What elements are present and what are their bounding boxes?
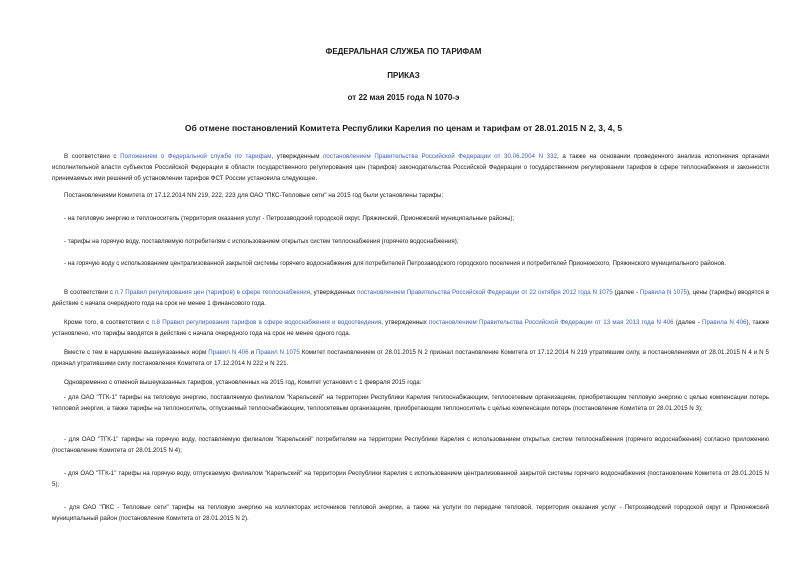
paragraph-tgk1-heat: - для ОАО "ТГК-1" тарифы на тепловую энергию, поставляемую филиалом "Карельский" на территории Республики Карелия теплоснабжающим, теплосетевым организациям, приобретающим тепловую энергию с целью компенсации потерь тепловой энергии, а также тарифы на теплоноситель, отпускаемый теплоснабжающим, теплосетевым организациям, приобретающим теплоноситель с целью компенсации потерь (постановление Комитета от 28.01.2015 N 3);	[52, 394, 769, 412]
text: , а также на основании проведенного анализа исполнения органами исполнительной власти субъектов Российской Федерации в области государственного регулирования цен (тарифов) законодательства Российской Федерации о государственном регулировании тарифов в сфере теплоснабжения и законности принимаемых ими решений об установлении тарифов ФСТ России установила следующее.	[52, 153, 769, 182]
paragraph-rule-1075	[52, 287, 769, 309]
paragraph-pks-heat: - для ОАО "ПКС - Тепловые сети" тарифы на тепловую энергию на коллекторах источников тепловой энергии, а также на услуги по передаче тепловой, территория оказания услуг - Петрозаводский городской округ и Прионежский муниципальный район (постановление Комитета от 28.01.2015 N 2).	[52, 504, 769, 522]
text: ), также установлено, что тарифы вводятся в действие с начала очередного года на срок не менее одного года.	[52, 319, 770, 337]
link-rules-406-b[interactable]: Правил N 406	[208, 349, 249, 356]
text: , утвержденным	[271, 153, 324, 160]
paragraph-hot-water-closed: - на горячую воду с использованием централизованной закрытой системы горячего водоснабжения для потребителей Петрозаводского городского поселения и потребителей Прионежского, Пряжинского муниципального районов.	[64, 260, 726, 267]
paragraph-intro	[52, 151, 769, 184]
text: В соответствии с	[64, 153, 121, 160]
text: ), цены (тарифы) вводятся в действие с начала очередного года на срок не менее 1 финансового года.	[52, 289, 769, 307]
text: (далее -	[612, 289, 640, 296]
link-decree-406[interactable]: постановлением Правительства Российской Федерации от 13 мая 2013 года N 406	[429, 319, 674, 326]
doc-date-number: от 22 мая 2015 года N 1070-э	[347, 93, 460, 102]
paragraph-tariffs-set: Постановлениями Комитета от 17.12.2014 NN 219, 222, 223 для ОАО "ПКС-Тепловые сети" на 2015 год были установлены тарифы:	[64, 192, 444, 199]
text: , утвержденных	[310, 289, 358, 296]
text: Кроме того, в соответствии с	[64, 319, 152, 326]
link-fst-regulation[interactable]: Положением о Федеральной службе по тарифам	[120, 153, 272, 160]
link-rules-1075-b[interactable]: Правил N 1075	[255, 349, 300, 356]
text: и	[248, 349, 256, 356]
doc-subject: Об отмене постановлений Комитета Республики Карелия по ценам и тарифам от 28.01.2015 N 2, 3, 4, 5	[184, 123, 623, 133]
paragraph-new-tariffs: Одновременно с отменой вышеуказанных тарифов, установленных на 2015 год, Комитет установил с 1 февраля 2015 года:	[64, 379, 422, 386]
link-rules-p7[interactable]: п.7 Правил регулирования цен (тарифов) в сфере теплоснабжения	[114, 289, 311, 296]
paragraph-tgk1-open: - для ОАО "ТГК-1" тарифы на горячую воду, поставляемую филиалом "Карельский" потребителям на территории Республики Карелия с использованием открытых систем теплоснабжения (горячего водоснабжения) согласно приложению (постановление Комитета от 28.01.2015 N 4);	[52, 436, 769, 454]
doc-type-heading: ПРИКАЗ	[387, 71, 420, 80]
link-decree-1075[interactable]: постановлением Правительства Российской Федерации от 22 октября 2012 года N 1075	[357, 289, 613, 296]
paragraph-hot-water-open: - тарифы на горячую воду, поставляемую потребителям с использованием открытых систем теплоснабжения (горячего водоснабжения);	[64, 238, 459, 245]
text: В соответствии с	[64, 289, 115, 296]
paragraph-heat-tariff: - на тепловую энергию и теплоноситель (территория оказания услуг - Петрозаводский городской округ, Пряжинский, Прионежский муниципальные районы);	[64, 215, 515, 222]
text: (далее -	[673, 319, 703, 326]
paragraph-violation	[52, 347, 769, 369]
paragraph-rule-406	[52, 317, 769, 339]
org-heading: ФЕДЕРАЛЬНАЯ СЛУЖБА ПО ТАРИФАМ	[325, 47, 482, 56]
link-rules-406[interactable]: Правила N 406	[702, 319, 747, 326]
paragraph-tgk1-closed: - для ОАО "ТГК-1" тарифы на горячую воду, отпускаемую филиалом "Карельский" на территории Республики Карелия с использованием централизованной закрытой системы горячего водоснабжения (постановление Комитета от 28.01.2015 N 5);	[52, 470, 769, 488]
text: Комитет постановлением от 28.01.2015 N 2 признал постановление Комитета от 17.12.2014 N 219 утратившим силу, а постановлениями от 28.01.2015 N 4 и N 5 признал утратившими силу постановления Комитета от 17.12.2014 N 222 и N 221.	[52, 349, 769, 367]
link-decree-332[interactable]: постановлением Правительства Российской Федерации от 30.06.2004 N 332	[323, 153, 558, 160]
link-rules-1075[interactable]: Правила N 1075	[639, 289, 687, 296]
link-rules-p8[interactable]: п.8 Правил регулирования тарифов в сфере водоснабжения и водоотведения	[151, 319, 382, 326]
text: Вместе с тем в нарушение вышеуказанных норм	[64, 349, 209, 356]
text: , утвержденных	[381, 319, 430, 326]
